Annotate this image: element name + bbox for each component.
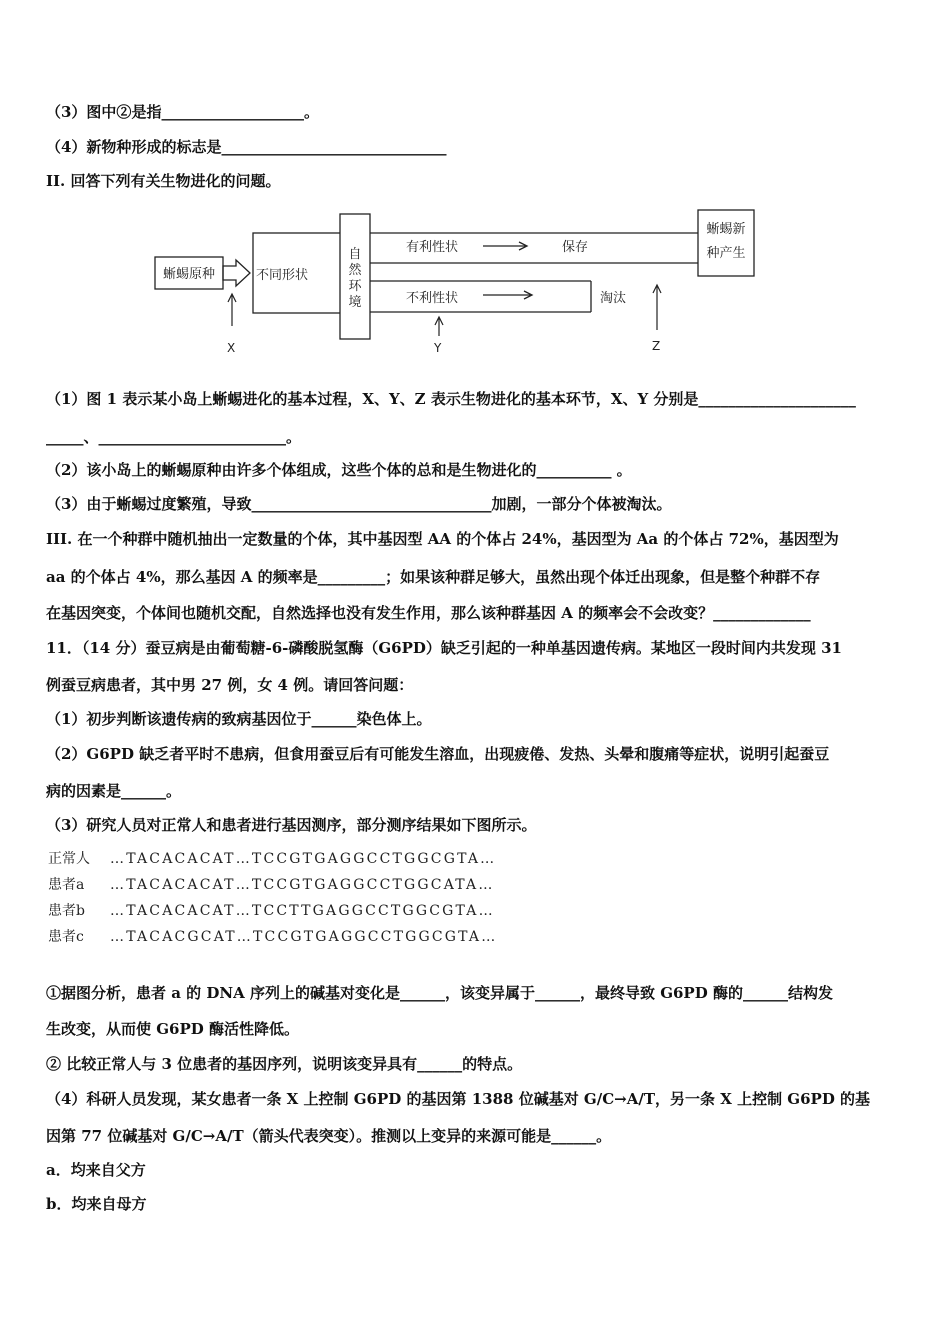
option-b: b．均来自母方 bbox=[46, 1195, 147, 1213]
eliminate-label: 淘汰 bbox=[600, 291, 627, 306]
preserve-label: 保存 bbox=[562, 240, 589, 255]
text-line: 在基因突变，个体间也随机交配，自然选择也没有发生作用，那么该种群基因 A 的频率会不会改变？_____________ bbox=[46, 604, 811, 622]
unfavorable-label: 不利性状 bbox=[406, 291, 459, 306]
text-line: ①据图分析，患者 a 的 DNA 序列上的碱基对变化是______，该变异属于______，最终导致 G6PD 酶的______结构发 bbox=[46, 984, 833, 1002]
text-line: 因第 77 位碱基对 G/C→A/T（箭头代表突变）。推测以上变异的来源可能是______。 bbox=[46, 1127, 612, 1145]
favorable-label: 有利性状 bbox=[406, 240, 459, 255]
text-line: （4）科研人员发现，某女患者一条 X 上控制 G6PD 的基因第 1388 位碱基对 G/C→A/T，另一条 X 上控制 G6PD 的基 bbox=[46, 1090, 871, 1108]
text-line: 生改变，从而使 G6PD 酶活性降低。 bbox=[46, 1020, 299, 1038]
text-line: aa 的个体占 4%，那么基因 A 的频率是_________；如果该种群足够大，虽然出现个体迁出现象，但是整个种群不存 bbox=[46, 568, 821, 586]
original-species-label: 蜥蜴原种 bbox=[162, 267, 216, 282]
varied-traits-label: 不同形状 bbox=[256, 268, 309, 283]
question-heading: 11．（14 分）蚕豆病是由葡萄糖-6-磷酸脱氢酶（G6PD）缺乏引起的一种单基因遗传病。某地区一段时间内共发现 31 bbox=[46, 639, 842, 657]
option-a: a．均来自父方 bbox=[46, 1161, 146, 1179]
new-species-label-line2: 种产生 bbox=[706, 246, 746, 261]
x-label: X bbox=[227, 341, 236, 355]
svg-text:然: 然 bbox=[348, 263, 362, 278]
text-line: （2）该小岛上的蜥蜴原种由许多个体组成，这些个体的总和是生物进化的__________ 。 bbox=[46, 461, 632, 479]
text-line: （3）研究人员对正常人和患者进行基因测序，部分测序结果如下图所示。 bbox=[46, 816, 537, 834]
new-species-label-line1: 蜥蜴新 bbox=[706, 222, 746, 237]
svg-text:环: 环 bbox=[348, 279, 362, 294]
text-line: （3）图中②是指___________________。 bbox=[46, 103, 319, 121]
sequence-row: 患者b …TACACACAT…TCCTTGAGGCCTGGCGTA… bbox=[48, 903, 495, 919]
text-line: 例蚕豆病患者，其中男 27 例，女 4 例。请回答问题： bbox=[46, 676, 414, 694]
sequence-row: 正常人 …TACACACAT…TCCGTGAGGCCTGGCGTA… bbox=[48, 851, 497, 867]
sequence-figure bbox=[48, 846, 497, 950]
text-line: ② 比较正常人与 3 位患者的基因序列，说明该变异具有______的特点。 bbox=[46, 1055, 523, 1073]
text-line: （1）图 1 表示某小岛上蜥蜴进化的基本过程，X、Y、Z 表示生物进化的基本环节，X、Y 分别是_____________________ bbox=[46, 390, 856, 408]
environment-label bbox=[348, 247, 362, 310]
z-label: Z bbox=[652, 339, 661, 353]
y-label: Y bbox=[434, 341, 442, 355]
svg-text:境: 境 bbox=[348, 295, 362, 310]
sequence-row: 患者c …TACACGCAT…TCCGTGAGGCCTGGCGTA… bbox=[48, 929, 498, 945]
text-line: （2）G6PD 缺乏者平时不患病，但食用蚕豆后有可能发生溶血，出现疲倦、发热、头晕和腹痛等症状，说明引起蚕豆 bbox=[46, 745, 830, 763]
section-heading: II. 回答下列有关生物进化的问题。 bbox=[46, 172, 281, 190]
lizard-evolution-diagram bbox=[150, 206, 770, 366]
sequence-row: 患者a …TACACACAT…TCCGTGAGGCCTGGCATA… bbox=[48, 877, 495, 893]
new-species-box bbox=[698, 210, 754, 276]
text-line: （3）由于蜥蜴过度繁殖，导致________________________________加剧，一部分个体被淘汰。 bbox=[46, 495, 672, 513]
hollow-arrow-icon bbox=[223, 260, 250, 286]
text-line: 病的因素是______。 bbox=[46, 782, 182, 800]
text-line: III. 在一个种群中随机抽出一定数量的个体，其中基因型 AA 的个体占 24%，基因型为 Aa 的个体占 72%，基因型为 bbox=[46, 530, 839, 548]
text-line: （1）初步判断该遗传病的致病基因位于______染色体上。 bbox=[46, 710, 432, 728]
svg-text:自: 自 bbox=[348, 247, 362, 262]
text-line: （4）新物种形成的标志是______________________________ bbox=[46, 138, 447, 156]
text-line: _____、_________________________。 bbox=[46, 428, 302, 446]
